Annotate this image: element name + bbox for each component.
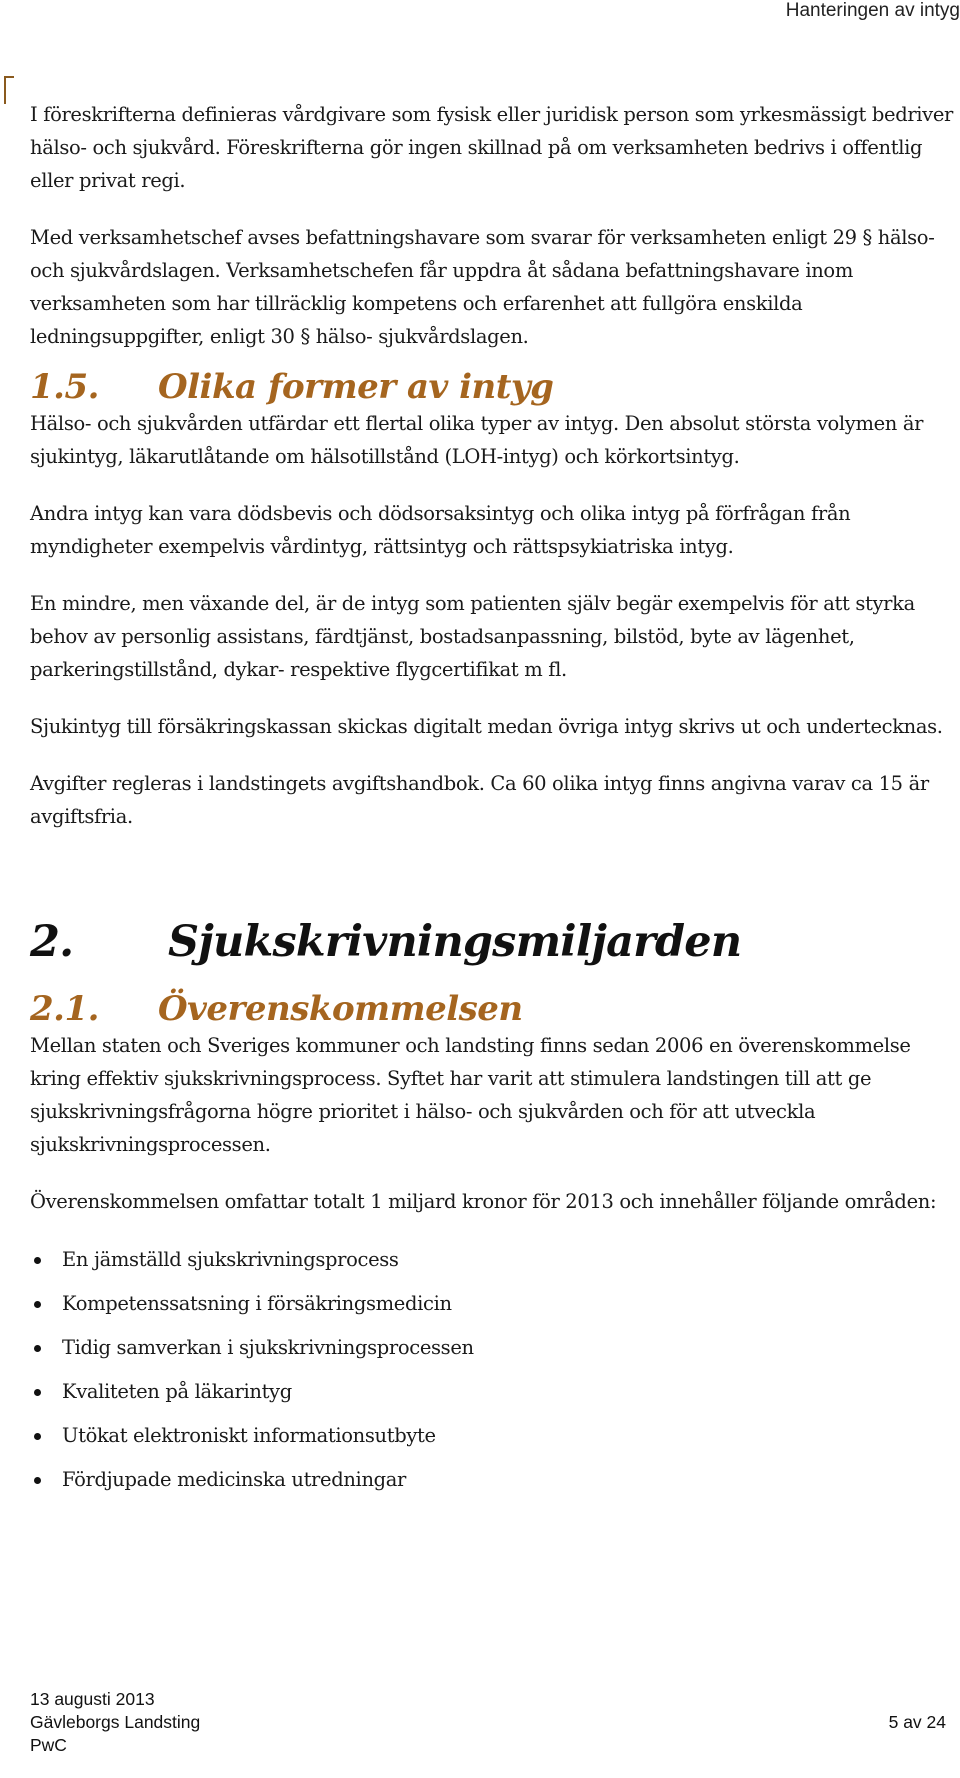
running-header: Hanteringen av intyg bbox=[785, 0, 960, 21]
page-number: 5 av 24 bbox=[888, 1712, 946, 1732]
footer-date: 13 augusti 2013 bbox=[30, 1689, 155, 1709]
section-number: 2. bbox=[30, 917, 74, 967]
list-item: Kvaliteten på läkarintyg bbox=[30, 1370, 960, 1414]
paragraph-intyg-typer: Hälso- och sjukvården utfärdar ett flertal olika typer av intyg. Den absolut största volymen är sjukintyg, läkarutlåtande om hälsotillstånd (LOH-intyg) och körkortsintyg. bbox=[30, 412, 924, 468]
footer-company: PwC bbox=[30, 1735, 67, 1755]
paragraph-verksamhetschef: Med verksamhetschef avses befattningshavare som svarar för verksamheten enligt 29 § hälso- och sjukvårdslagen. Verksamhetschefen får uppdra åt sådana befattningshavare inom verksamheten som har tillräcklig kompetens och erfarenhet att fullgöra enskilda ledningsuppgifter, enligt 30 § hälso- sjukvårdslagen. bbox=[30, 226, 935, 348]
paragraph-vardgivare: I föreskrifterna definieras vårdgivare som fysisk eller juridisk person som yrkesmässigt bedriver hälso- och sjukvård. Föreskrifterna gör ingen skillnad på om verksamheten bedrivs i offentlig eller privat regi. bbox=[30, 103, 954, 192]
footer-org: Gävleborgs Landsting bbox=[30, 1712, 201, 1732]
section-title: Överenskommelsen bbox=[158, 989, 523, 1029]
section-1-5-heading bbox=[30, 363, 960, 411]
paragraph-omfattning: Överenskommelsen omfattar totalt 1 miljard kronor för 2013 och innehåller följande områden: bbox=[30, 1190, 937, 1213]
section-2-1-heading bbox=[30, 985, 960, 1033]
paragraph-overenskommelse: Mellan staten och Sveriges kommuner och landsting finns sedan 2006 en överenskommelse kring effektiv sjukskrivningsprocess. Syftet har varit att stimulera landstingen till att ge sjukskrivningsfrågorna högre prioritet i hälso- och sjukvården och för att utveckla sjukskrivningsprocessen. bbox=[30, 1034, 911, 1156]
section-2-heading bbox=[30, 913, 960, 971]
page-footer bbox=[30, 1688, 960, 1757]
list-item: Kompetenssatsning i försäkringsmedicin bbox=[30, 1282, 960, 1326]
list-item: En jämställd sjukskrivningsprocess bbox=[30, 1238, 960, 1282]
page-content bbox=[30, 98, 960, 1502]
omraden-list bbox=[30, 1238, 960, 1502]
paragraph-andra-intyg: Andra intyg kan vara dödsbevis och dödsorsaksintyg och olika intyg på förfrågan från myndigheter exempelvis vårdintyg, rättsintyg och rättspsykiatriska intyg. bbox=[30, 502, 851, 558]
section-number: 2.1. bbox=[30, 989, 99, 1029]
list-item: Fördjupade medicinska utredningar bbox=[30, 1458, 960, 1502]
corner-mark bbox=[4, 76, 14, 104]
list-item: Tidig samverkan i sjukskrivningsprocessen bbox=[30, 1326, 960, 1370]
paragraph-patient-intyg: En mindre, men växande del, är de intyg som patienten själv begär exempelvis för att styrka behov av personlig assistans, färdtjänst, bostadsanpassning, bilstöd, byte av lägenhet, parkeringstillstånd, dykar- respektive flygcertifikat m fl. bbox=[30, 592, 915, 681]
list-item: Utökat elektroniskt informationsutbyte bbox=[30, 1414, 960, 1458]
paragraph-sjukintyg: Sjukintyg till försäkringskassan skickas digitalt medan övriga intyg skrivs ut och undertecknas. bbox=[30, 715, 943, 738]
section-title: Sjukskrivningsmiljarden bbox=[168, 917, 742, 967]
paragraph-avgifter: Avgifter regleras i landstingets avgiftshandbok. Ca 60 olika intyg finns angivna varav ca 15 är avgiftsfria. bbox=[30, 772, 929, 828]
section-title: Olika former av intyg bbox=[158, 367, 554, 407]
section-number: 1.5. bbox=[30, 367, 99, 407]
